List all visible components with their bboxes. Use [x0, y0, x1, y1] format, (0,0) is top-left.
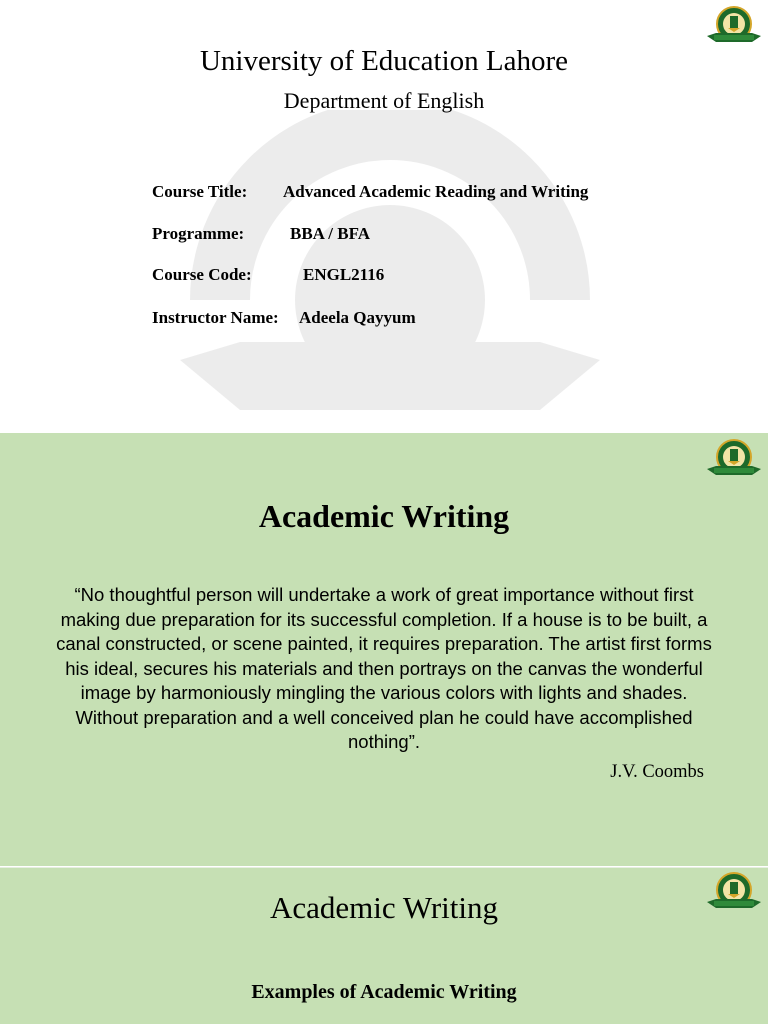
university-logo-icon: [704, 437, 764, 485]
slide-subtitle: Examples of Academic Writing: [251, 981, 517, 1003]
course-code-row: [152, 265, 384, 285]
course-code-value: ENGL2116: [303, 265, 385, 284]
slide-title: Academic Writing: [269, 890, 499, 925]
programme-label: Programme:: [152, 224, 245, 243]
slide-title: Academic Writing: [258, 498, 510, 534]
quote-author: J.V. Coombs: [610, 762, 704, 782]
examples-slide: [0, 867, 768, 1024]
instructor-label: Instructor Name:: [152, 308, 279, 327]
programme-row: [152, 224, 370, 244]
quote-text: “No thoughtful person will undertake a work of great importance without first making due preparation for its successful completion. If a house is to be built, a canal constructed, or scene painted, it requires preparation. The artist first forms his ideal, secures his materials and then portrays on the canvas the wonderful image by harmoniously mingling the various colors with lights and shades. Without preparation and a well conceived plan he could have accomplished nothing”.: [56, 584, 712, 752]
programme-value: BBA / BFA: [290, 224, 370, 243]
department-name: Department of English: [283, 88, 485, 113]
course-title-row: [152, 182, 588, 202]
instructor-row: [152, 308, 416, 328]
title-slide: [0, 0, 768, 433]
course-title-value: Advanced Academic Reading and Writing: [283, 182, 589, 201]
university-name: University of Education Lahore: [199, 45, 569, 77]
course-title-label: Course Title:: [152, 182, 248, 201]
course-code-label: Course Code:: [152, 265, 252, 284]
instructor-value: Adeela Qayyum: [299, 308, 416, 327]
quote-slide: [0, 433, 768, 866]
